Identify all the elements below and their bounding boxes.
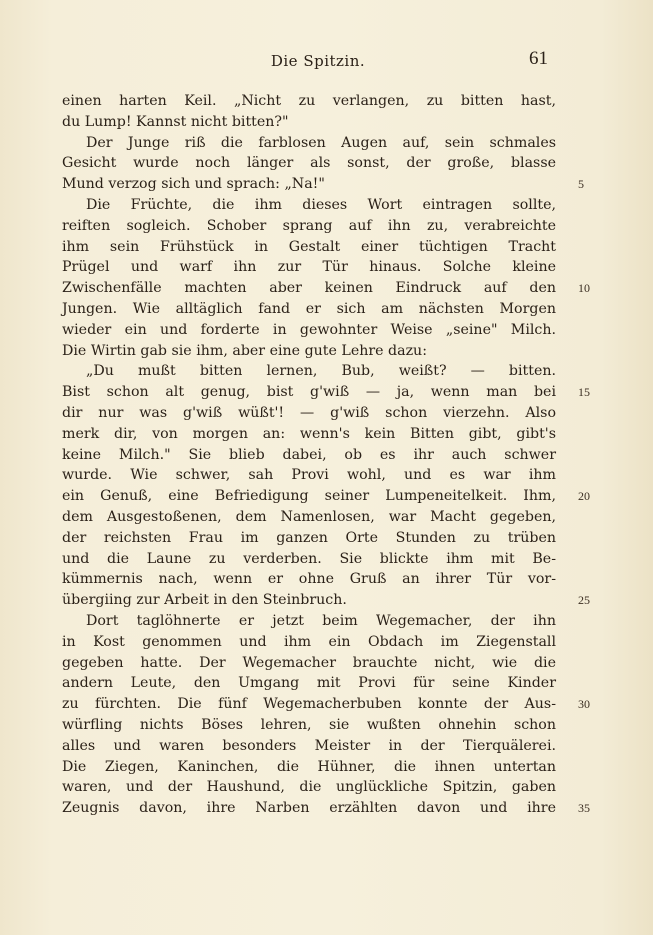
text-line (62, 694, 590, 715)
text-line (62, 403, 556, 424)
text-line (62, 673, 556, 694)
text-line (62, 257, 556, 278)
line-text: Bist schon alt genug, bist g'wiß — ja, wenn man bei (62, 384, 556, 401)
text-line (62, 465, 556, 486)
line-text: Zwischenfälle machten aber keinen Eindruck auf den (62, 280, 556, 297)
line-text: einen harten Keil. „Nicht zu verlangen, zu bitten hast, (62, 93, 556, 109)
line-text: Prügel und warf ihn zur Tür hinaus. Solche kleine (62, 259, 556, 276)
line-text: andern Leute, den Umgang mit Provi für seine Kinder (62, 675, 556, 692)
text-line (62, 632, 556, 653)
line-number: 15 (578, 385, 590, 400)
text-line (62, 569, 556, 590)
line-text: dem Ausgestoßenen, dem Namenlosen, war Macht gegeben, (62, 508, 556, 525)
line-number: 30 (578, 697, 590, 712)
text-line (62, 112, 556, 133)
text-line (62, 195, 556, 216)
line-text: wurde. Wie schwer, sah Provi wohl, und es war ihm (62, 467, 556, 484)
line-number: 35 (578, 801, 590, 816)
line-number: 5 (578, 177, 584, 192)
page-header (88, 50, 548, 74)
text-line (62, 278, 590, 299)
line-text: keine Milch." Sie blieb dabei, ob es ihr auch schwer (62, 446, 556, 463)
line-text: alles und waren besonders Meister in der Tierquälerei. (62, 737, 556, 754)
text-line (62, 486, 590, 507)
text-line (62, 133, 556, 154)
text-line (62, 424, 556, 445)
text-line (62, 174, 584, 195)
line-text: und die Laune zu verderben. Sie blickte ihm mit Be- (62, 550, 556, 567)
text-line (62, 91, 556, 112)
text-line (62, 590, 590, 611)
text-line (62, 528, 556, 549)
line-text: du Lump! Kannst nicht bitten?" (62, 113, 289, 130)
line-number: 20 (578, 489, 590, 504)
line-number: 25 (578, 593, 590, 608)
line-number: 10 (578, 281, 590, 296)
line-text: in Kost genommen und ihm ein Obdach im Ziegenstall (62, 633, 556, 650)
line-text: zu fürchten. Die fünf Wegemacherbuben konnte der Aus- (62, 696, 556, 713)
line-text: würfling nichts Böses lehren, sie wußten ohnehin schon (62, 716, 556, 733)
body-text (62, 91, 590, 819)
text-line (62, 715, 556, 736)
text-line (62, 757, 556, 778)
line-text: der reichsten Frau im ganzen Orte Stunden zu trüben (62, 529, 556, 546)
line-text: Mund verzog sich und sprach: „Na!" (62, 176, 325, 193)
text-line (62, 216, 556, 237)
page-number: 61 (529, 48, 548, 69)
text-line (62, 382, 590, 403)
line-text: Der Junge riß die farblosen Augen auf, sein schmales (86, 134, 556, 151)
line-text: Gesicht wurde noch länger als sonst, der große, blasse (62, 155, 556, 172)
text-line (62, 299, 556, 320)
line-text: reiften sogleich. Schober sprang auf ihn zu, verabreichte (62, 217, 556, 234)
line-text: merk dir, von morgen an: wenn's kein Bitten gibt, gibt's (62, 425, 556, 442)
text-line (62, 777, 556, 798)
text-line (62, 611, 556, 632)
line-text: ihm sein Frühstück in Gestalt einer tüchtigen Tracht (62, 238, 556, 255)
text-line (62, 237, 556, 258)
line-text: „Du mußt bitten lernen, Bub, weißt? — bitten. (86, 363, 556, 380)
text-line (62, 320, 556, 341)
text-line (62, 507, 556, 528)
line-text: Jungen. Wie alltäglich fand er sich am nächsten Morgen (62, 300, 556, 317)
line-text: gegeben hatte. Der Wegemacher brauchte nicht, wie die (62, 654, 556, 671)
line-text: kümmernis nach, wenn er ohne Gruß an ihrer Tür vor- (62, 571, 556, 588)
line-text: Die Wirtin gab sie ihm, aber eine gute Lehre dazu: (62, 342, 427, 359)
line-text: Die Ziegen, Kaninchen, die Hühner, die ihnen untertan (62, 758, 556, 775)
line-text: waren, und der Haushund, die unglückliche Spitzin, gaben (62, 779, 556, 796)
text-line (62, 361, 556, 382)
line-text: Dort taglöhnerte er jetzt beim Wegemacher, der ihn (86, 612, 556, 629)
text-line (62, 153, 556, 174)
text-line (62, 445, 556, 466)
text-line (62, 653, 556, 674)
line-text: Die Früchte, die ihm dieses Wort eintragen sollte, (86, 196, 556, 213)
line-text: Zeugnis davon, ihre Narben erzählten davon und ihre (62, 800, 556, 817)
line-text: dir nur was g'wiß wüßt'! — g'wiß schon vierzehn. Also (62, 404, 556, 421)
line-text: wieder ein und forderte in gewohnter Weise „seine" Milch. (62, 321, 556, 338)
line-text: ein Genuß, eine Befriedigung seiner Lumpeneitelkeit. Ihm, (62, 488, 556, 505)
running-title: Die Spitzin. (270, 52, 366, 70)
line-text: übergiing zur Arbeit in den Steinbruch. (62, 592, 347, 609)
text-line (62, 798, 590, 819)
text-line (62, 341, 556, 362)
text-line (62, 736, 556, 757)
text-line (62, 549, 556, 570)
